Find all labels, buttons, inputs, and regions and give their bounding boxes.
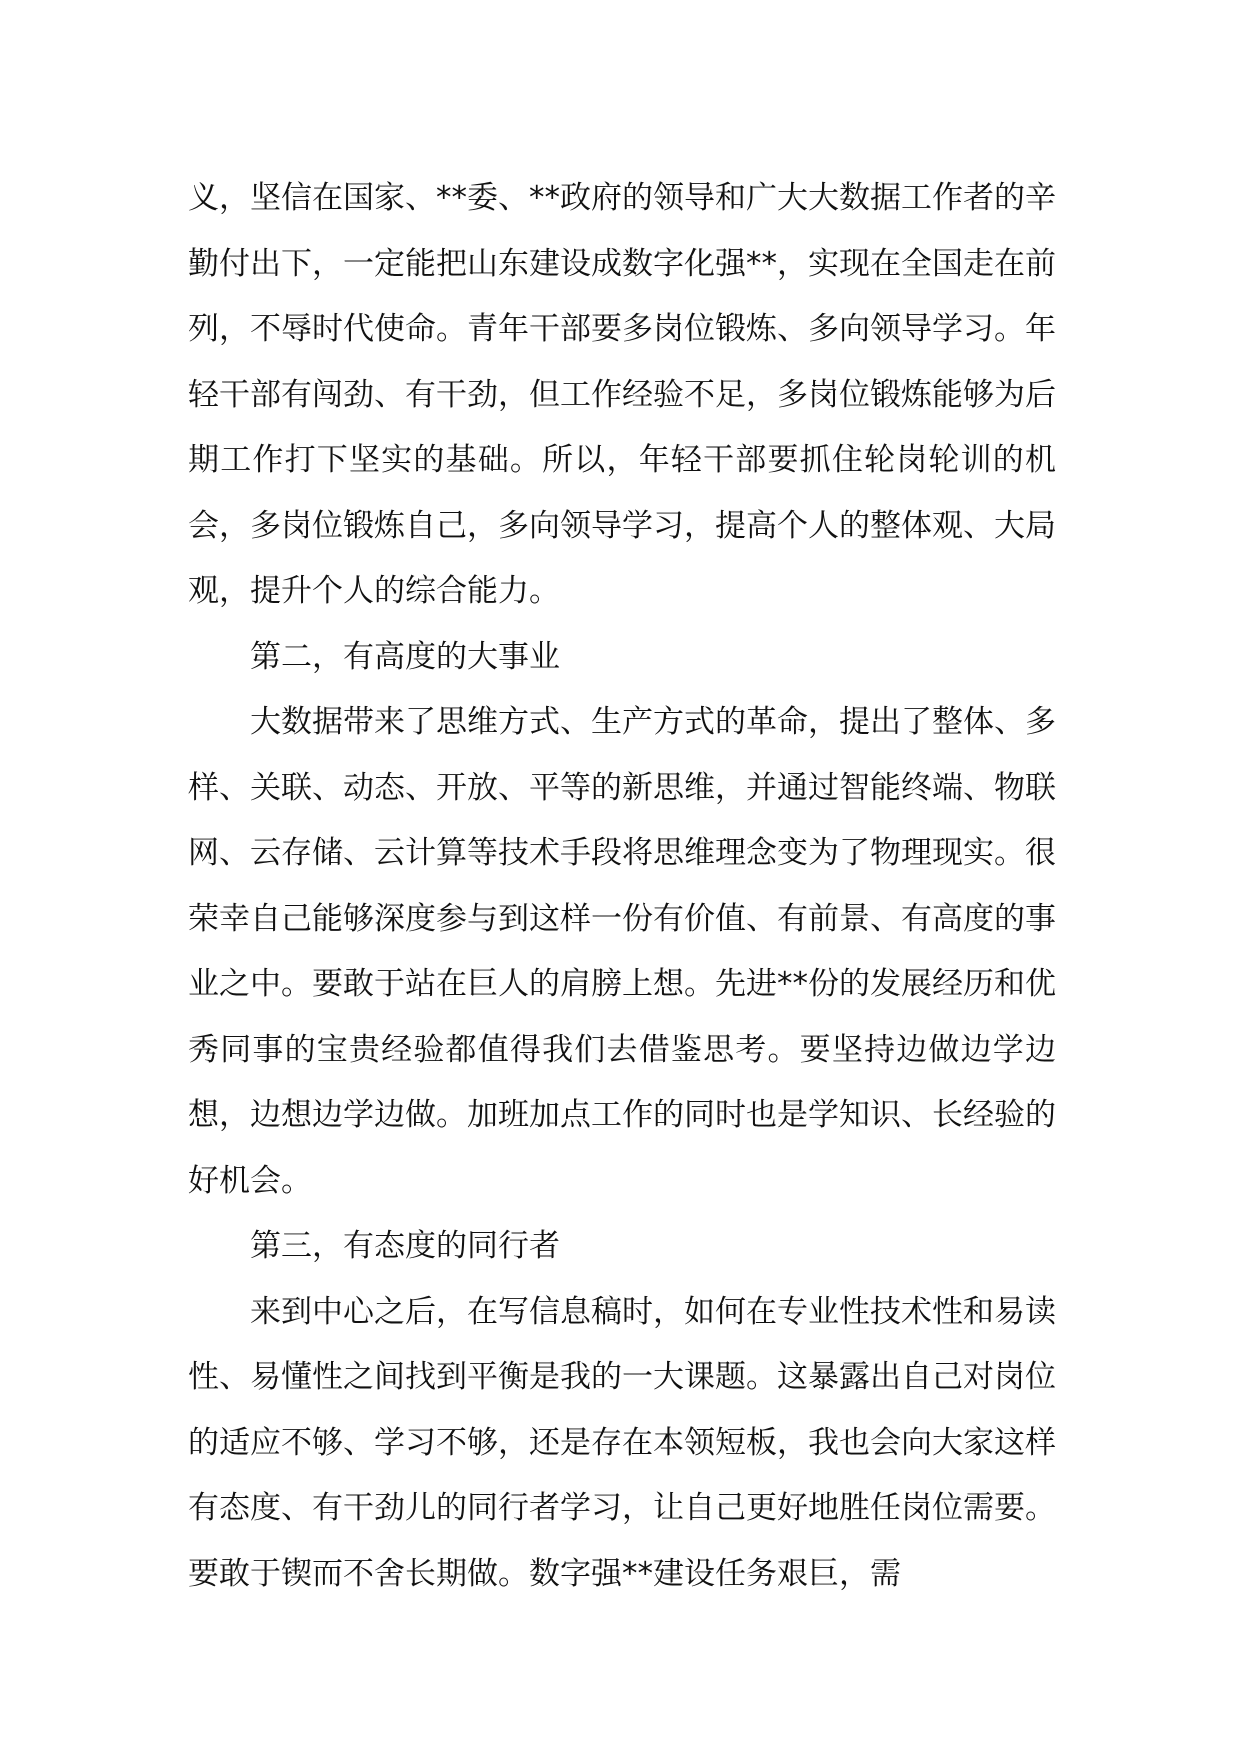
section-heading-third: 第三，有态度的同行者	[250, 1228, 560, 1264]
paragraph-continuation: 义，坚信在国家、**委、**政府的领导和广大大数据工作者的辛勤付出下，一定能把山东建设成数字化强**，实现在全国走在前列，不辱时代使命。青年干部要多岗位锻炼、多向领导学习。年轻干部有闯劲、有干劲，但工作经验不足，多岗位锻炼能够为后期工作打下坚实的基础。所以，年轻干部要抓住轮岗轮训的机会，多岗位锻炼自己，多向领导学习，提高个人的整体观、大局观，提升个人的综合能力。	[188, 180, 1056, 609]
paragraph-center: 来到中心之后，在写信息稿时，如何在专业性技术性和易读性、易懂性之间找到平衡是我的一大课题。这暴露出自己对岗位的适应不够、学习不够，还是存在本领短板，我也会向大家这样有态度、有干劲儿的同行者学习，让自己更好地胜任岗位需要。要敢于锲而不舍长期做。数字强**建设任务艰巨，需	[188, 1293, 1056, 1592]
document-body	[188, 166, 1056, 1607]
paragraph-big-data: 大数据带来了思维方式、生产方式的革命，提出了整体、多样、关联、动态、开放、平等的新思维，并通过智能终端、物联网、云存储、云计算等技术手段将思维理念变为了物理现实。很荣幸自己能够深度参与到这样一份有价值、有前景、有高度的事业之中。要敢于站在巨人的肩膀上想。先进**份的发展经历和优秀同事的宝贵经验都值得我们去借鉴思考。要坚持边做边学边想，边想边学边做。加班加点工作的同时也是学知识、长经验的好机会。	[188, 704, 1056, 1199]
section-heading-second: 第二，有高度的大事业	[250, 638, 560, 675]
